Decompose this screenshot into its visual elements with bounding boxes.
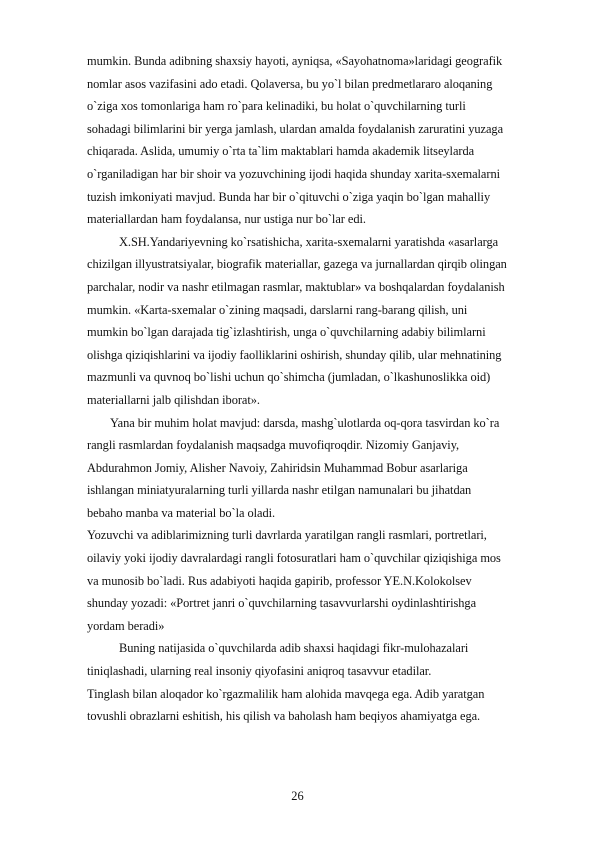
text-line: olishga qiziqishlarini va ijodiy faolliklarini oshirish, shunday qilib, ular mehnatining xyxy=(87,347,502,362)
text-line: tuzish imkoniyati mavjud. Bunda har bir o`qituvchi o`ziga yaqin bo`lgan mahalliy xyxy=(87,189,491,204)
text-line: o`ziga xos tomonlariga ham ro`para kelinadiki, bu holat o`quvchilarning turli xyxy=(87,99,466,114)
text-line: mumkin. «Karta-sxemalar o`zining maqsadi, darslarni rang-barang qilish, uni xyxy=(87,302,468,317)
text-line: mazmunli va quvnoq bo`lishi uchun qo`shimcha (jumladan, o`lkashunoslikka oid) xyxy=(87,370,491,385)
text-line: rangli rasmlardan foydalanish maqsadga muvofiqroqdir. Nizomiy Ganjaviy, xyxy=(87,438,460,453)
text-line: materiallardan ham foydalansa, nur ustiga nur bo`lar edi. xyxy=(87,212,366,227)
text-line: shunday yozadi: «Portret janri o`quvchilarning tasavvurlarshi oydinlashtirishga xyxy=(87,596,477,611)
text-line: mumkin. Bunda adibning shaxsiy hayoti, ayniqsa, «Sayohatnoma»laridagi geografik xyxy=(87,54,503,68)
text-line: chiqarada. Aslida, umumiy o`rta ta`lim maktablari hamda akademik litseylarda xyxy=(87,144,475,159)
text-line: bebaho manba va material bo`la oladi. xyxy=(87,505,276,520)
text-line: va munosib bo`ladi. Rus adabiyoti haqida gapirib, professor YE.N.Kolokolsev xyxy=(87,573,472,588)
paragraph-start-line: Buning natijasida o`quvchilarda adib shaxsi haqidagi fikr-mulohazalari xyxy=(119,641,469,656)
text-line: Tinglash bilan aloqador ko`rgazmalilik ham alohida mavqega ega. Adib yaratgan xyxy=(87,686,485,701)
paragraph-start-line: Yana bir muhim holat mavjud: darsda, mashg`ulotlarda oq-qora tasvirdan ko`ra xyxy=(110,415,500,430)
text-line: Abdurahmon Jomiy, Alisher Navoiy, Zahiridsin Muhammad Bobur asarlariga xyxy=(87,460,468,475)
text-line: Yozuvchi va adiblarimizning turli davrlarda yaratilgan rangli rasmlari, portretlari, xyxy=(87,528,487,543)
text-line: oilaviy yoki ijodiy davralardagi rangli fotosuratlari ham o`quvchilar qiziqishiga mos xyxy=(87,551,501,566)
text-line: tiniqlashadi, ularning real insoniy qiyofasini aniqroq tasavvur etadilar. xyxy=(87,664,432,679)
body-text xyxy=(87,50,577,728)
text-line: tovushli obrazlarni eshitish, his qilish va baholash ham beqiyos ahamiyatga ega. xyxy=(87,709,481,724)
text-line: materiallarni jalb qilishdan iborat». xyxy=(87,392,260,407)
text-line: yordam beradi» xyxy=(87,618,165,633)
text-line: chizilgan illyustratsiyalar, biografik materiallar, gazega va jurnallardan qirqib olingan xyxy=(87,257,507,272)
paragraph-start-line: X.SH.Yandariyevning ko`rsatishicha, xarita-sxemalarni yaratishda «asarlarga xyxy=(119,234,499,249)
text-line: mumkin bo`lgan darajada tig`izlashtirish, unga o`quvchilarning adabiy bilimlarni xyxy=(87,325,486,340)
text-line: parchalar, nodir va nashr etilmagan rasmlar, maktublar» va boshqalardan foydalanish xyxy=(87,279,505,294)
text-line: ishlangan miniatyuralarning turli yillarda nashr etilgan namunalari bu jihatdan xyxy=(87,483,472,498)
text-line: nomlar asos vazifasini ado etadi. Qolaversa, bu yo`l bilan predmetlararo aloqaning xyxy=(87,76,493,91)
text-line: sohadagi bilimlarini bir yerga jamlash, ulardan amalda foydalanish zaruratini yuzaga xyxy=(87,121,504,136)
page-number: 26 xyxy=(291,789,304,803)
text-line: o`rganiladigan har bir shoir va yozuvchining ijodi haqida shunday xarita-sxemalarni xyxy=(87,166,501,181)
